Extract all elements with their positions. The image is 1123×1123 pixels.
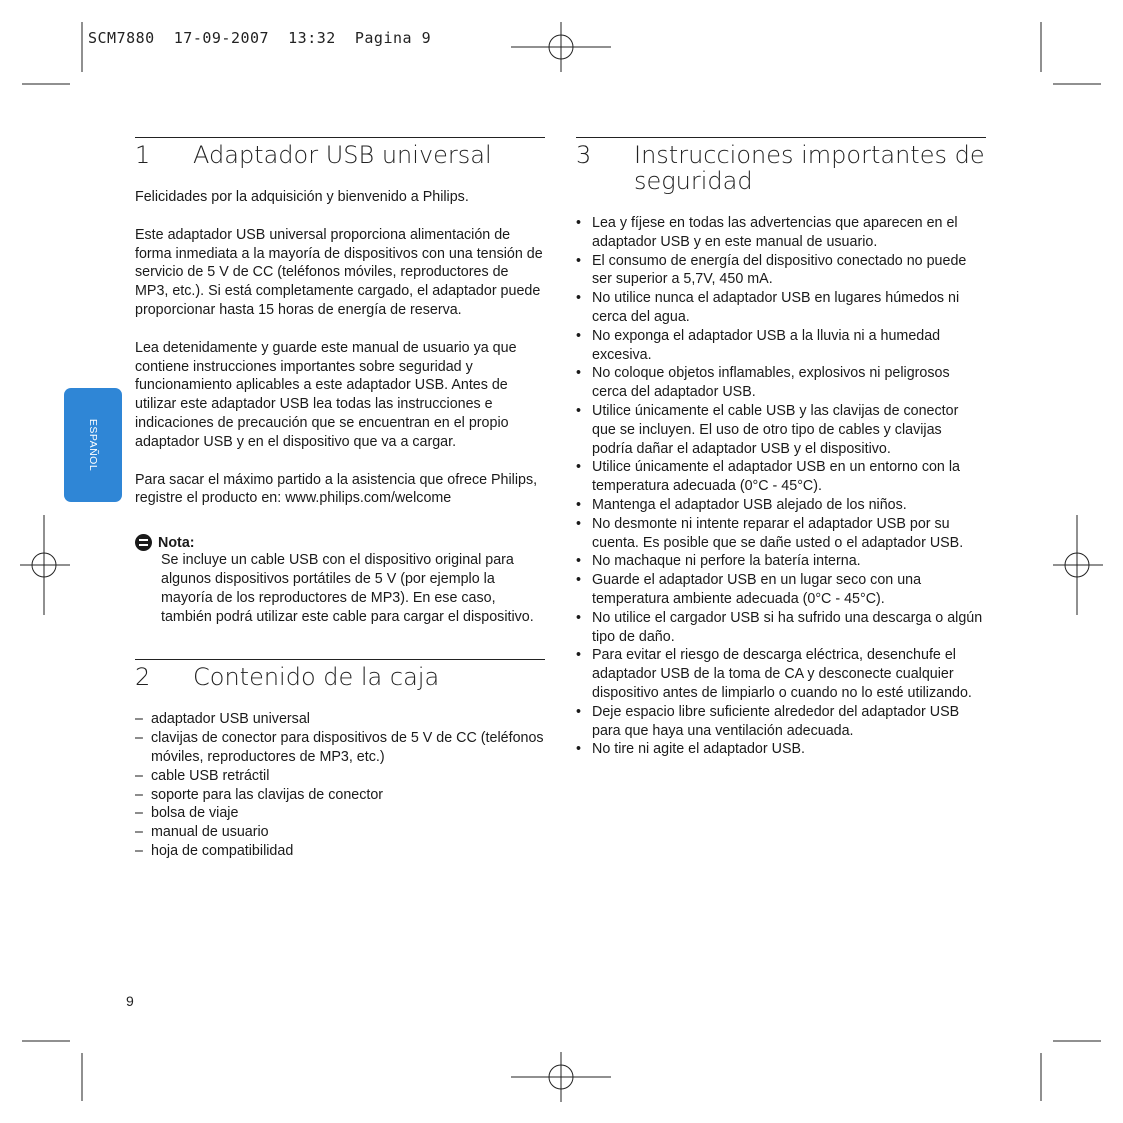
language-label: ESPAÑOL: [87, 418, 99, 472]
list-item: [576, 252, 986, 290]
list-marker: •: [576, 327, 582, 344]
note-label: Nota:: [158, 534, 195, 551]
paragraph-register: Para sacar el máximo partido a la asistencia que ofrece Philips, registre el producto en: www.philips.com/welcome: [135, 471, 538, 507]
list-marker: •: [576, 290, 582, 307]
list-marker: •: [576, 459, 582, 476]
list-item: [576, 571, 986, 609]
list-item-text: Lea y fíjese en todas las advertencias que aparecen en el adaptador USB y en este manual de usuario.: [592, 215, 958, 250]
section-adaptador: [135, 137, 545, 626]
list-item-text: bolsa de viaje: [151, 805, 239, 822]
list-item: [576, 458, 986, 496]
list-item-text: No exponga el adaptador USB a la lluvia ni a humedad excesiva.: [592, 327, 941, 363]
list-item-text: No desmonte ni intente reparar el adaptador USB por su cuenta. Es posible que se dañe usted o el adaptador USB.: [592, 515, 964, 551]
list-item: [576, 515, 986, 553]
list-item: [135, 842, 545, 861]
list-item: [576, 496, 986, 515]
list-item: [135, 786, 545, 805]
list-item: [135, 804, 545, 823]
registration-mark-top: [511, 22, 611, 72]
list-marker: •: [576, 703, 582, 720]
list-marker: –: [135, 824, 143, 841]
list-item: [576, 214, 986, 252]
right-column: [576, 137, 986, 759]
list-item-text: soporte para las clavijas de conector: [151, 786, 384, 803]
section-number: 1: [135, 141, 151, 169]
list-item: [576, 402, 986, 458]
list-item: [576, 327, 986, 365]
list-marker: •: [576, 215, 582, 231]
list-item-text: Deje espacio libre suficiente alrededor del adaptador USB para que haya una ventilación adecuada.: [592, 703, 960, 739]
section-number: 3: [576, 141, 592, 169]
list-item-text: No coloque objetos inflamables, explosivos ni peligrosos cerca del adaptador USB.: [592, 365, 950, 401]
list-marker: –: [135, 805, 143, 822]
list-marker: –: [135, 711, 143, 728]
list-marker: –: [135, 767, 143, 784]
section-title: Contenido de la caja: [193, 663, 440, 692]
list-item-text: No utilice el cargador USB si ha sufrido una descarga o algún tipo de daño.: [592, 609, 983, 645]
left-column: [135, 137, 545, 861]
list-item-text: hoja de compatibilidad: [151, 842, 294, 859]
section-seguridad: [576, 137, 986, 759]
section-number: 2: [135, 663, 151, 692]
section-heading: [135, 660, 545, 710]
section-heading: [576, 138, 986, 214]
list-marker: •: [576, 365, 582, 382]
section-heading: [135, 138, 545, 188]
list-marker: •: [576, 402, 582, 419]
registration-mark-bottom: [511, 1052, 611, 1102]
list-item: [135, 729, 545, 767]
list-marker: –: [135, 842, 143, 859]
list-item: [576, 609, 986, 647]
section-title: Instrucciones importantes de seguridad: [634, 141, 985, 195]
language-side-tab: [64, 388, 122, 502]
list-item-text: cable USB retráctil: [151, 767, 270, 784]
note-box: [135, 534, 545, 626]
list-item-text: Guarde el adaptador USB en un lugar seco con una temperatura ambiente adecuada (0°C - 45°C).: [592, 572, 922, 607]
paragraph-welcome: Felicidades por la adquisición y bienvenido a Philips.: [135, 189, 469, 205]
list-item-text: No tire ni agite el adaptador USB.: [592, 741, 805, 758]
list-item: [135, 767, 545, 786]
list-item-text: Para evitar el riesgo de descarga eléctrica, desenchufe el adaptador USB de la toma de CA y desconecte cualquier dispositivo antes de limpiarlo o cuando no lo esté utilizando.: [592, 647, 972, 701]
section-contenido: [135, 659, 545, 860]
note-text: Se incluye un cable USB con el dispositivo original para algunos dispositivos portátiles de 5 V (por ejemplo la mayoría de los reproductores de MP3). En ese caso, también podrá utilizar este cable para cargar el dispositivo.: [161, 552, 534, 625]
note-icon: [135, 534, 152, 551]
list-item-text: Utilice únicamente el cable USB y las clavijas de conector que se incluyen. El uso de otro tipo de cables y clavijas podría dañar el adaptador USB y el dispositivo.: [592, 402, 959, 457]
list-marker: •: [576, 741, 582, 758]
box-contents-list: [135, 710, 545, 860]
list-item-text: No utilice nunca el adaptador USB en lugares húmedos ni cerca del agua.: [592, 290, 960, 325]
list-item-text: manual de usuario: [151, 824, 269, 841]
list-marker: •: [576, 515, 582, 532]
note-header: [135, 534, 545, 551]
list-marker: –: [135, 730, 143, 747]
list-item: [576, 740, 986, 759]
list-item-text: El consumo de energía del dispositivo conectado no puede ser superior a 5,7V, 450 mA.: [592, 252, 967, 288]
safety-instructions-list: [576, 214, 986, 759]
section-title: Adaptador USB universal: [193, 141, 492, 169]
list-item: [576, 364, 986, 402]
list-marker: –: [135, 786, 143, 803]
list-marker: •: [576, 252, 582, 269]
list-item: [576, 646, 986, 702]
list-marker: •: [576, 609, 582, 626]
print-slug-line: SCM7880 17-09-2007 13:32 Pagina 9: [88, 29, 432, 47]
list-item: [576, 289, 986, 327]
list-item-text: Utilice únicamente el adaptador USB en un entorno con la temperatura adecuada (0°C - 45°C).: [592, 459, 960, 495]
page-number: 9: [126, 993, 134, 1009]
list-item: [135, 710, 545, 729]
list-item-text: clavijas de conector para dispositivos de 5 V de CC (teléfonos móviles, reproductores de MP3, etc.): [151, 730, 544, 765]
registration-mark-right: [1053, 515, 1103, 615]
list-item-text: adaptador USB universal: [151, 711, 310, 728]
list-item: [576, 552, 986, 571]
registration-mark-left: [20, 515, 70, 615]
list-item-text: No machaque ni perfore la batería interna.: [592, 553, 861, 570]
list-item-text: Mantenga el adaptador USB alejado de los niños.: [592, 496, 907, 513]
list-marker: •: [576, 496, 582, 513]
list-marker: •: [576, 647, 582, 664]
paragraph-description: Este adaptador USB universal proporciona alimentación de forma inmediata a la mayoría de dispositivos con una tensión de servicio de 5 V de CC (teléfonos móviles, reproductores de MP3, etc.). Si está completamente cargado, el adaptador puede proporcionar hasta 15 horas de energía de reserva.: [135, 226, 543, 318]
paragraph-read-manual: Lea detenidamente y guarde este manual de usuario ya que contiene instrucciones importantes sobre seguridad y funcionamiento aplicables a este adaptador USB. Antes de utilizar este adaptador USB lea todas las instrucciones e indicaciones de precaución que se encuentran en el propio adaptador USB y en el dispositivo que va a cargar.: [135, 339, 517, 450]
list-item: [135, 823, 545, 842]
list-item: [576, 703, 986, 741]
list-marker: •: [576, 553, 582, 570]
list-marker: •: [576, 572, 582, 589]
